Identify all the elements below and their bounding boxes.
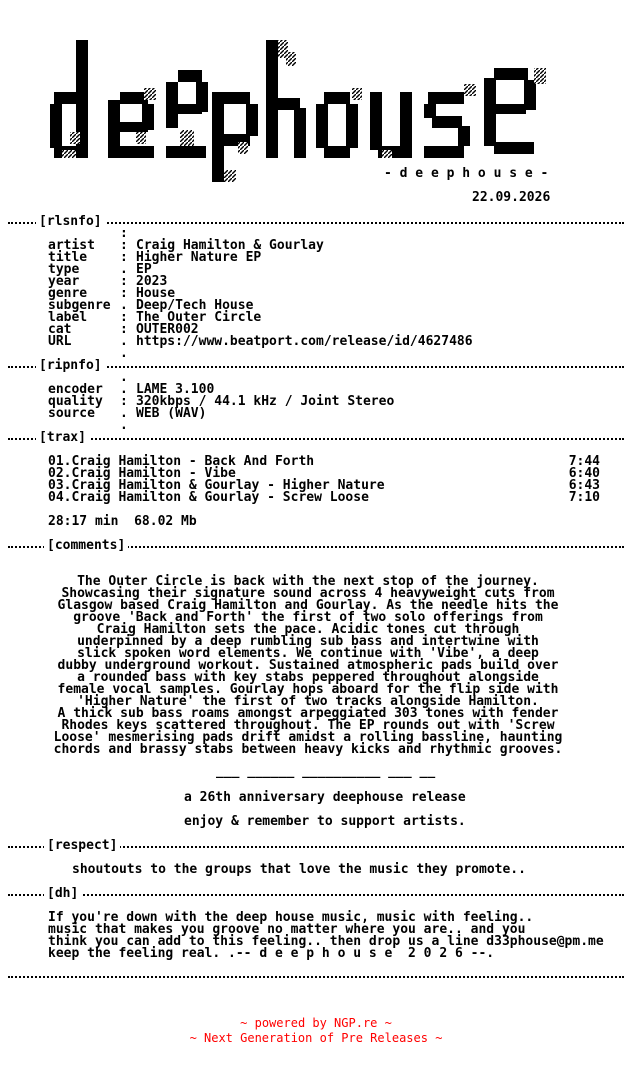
track-title: 01.Craig Hamilton - Back And Forth — [48, 454, 315, 469]
comment-line: slick spoken word elements. We continue with 'Vibe', a deep — [77, 646, 539, 661]
comment-line: chords and brassy stabs between heavy kicks and rhythmic grooves. — [53, 742, 563, 757]
comment-line: groove 'Back and Forth' the first of two solo offerings from — [73, 610, 543, 625]
rip-value: LAME 3.100 — [136, 382, 215, 397]
section-dh: [dh] — [8, 888, 624, 900]
shoutouts-text: shoutouts to the groups that love the music they promote.. — [72, 862, 526, 877]
comment-line: 'Higher Nature' the first of two tracks alongside Hamilton. — [77, 694, 539, 709]
enjoy-text: enjoy & remember to support artists. — [184, 814, 466, 829]
section-trax: [trax] — [8, 432, 624, 444]
dh-line: music that makes you groove no matter where you are.. and you — [48, 922, 526, 937]
info-value: Deep/Tech House — [136, 298, 254, 313]
rip-key: source — [48, 406, 95, 421]
info-value: EP — [136, 262, 152, 277]
track-time: 7:44 — [568, 454, 600, 469]
divider-line: ___ ______ __________ ___ __ — [216, 764, 436, 779]
dh-line: think you can add to this feeling.. then drop us a line d33phouse@pm.me — [48, 934, 604, 949]
info-value: Higher Nature EP — [136, 250, 262, 265]
section-ripnfo: [ripnfo] — [8, 360, 624, 372]
anniversary-text: a 26th anniversary deephouse release — [184, 790, 466, 805]
closing-separator — [8, 970, 624, 982]
comment-line: A thick sub bass roams amongst arpeggiated 303 tones with fender — [57, 706, 559, 721]
info-key: year — [48, 274, 80, 289]
track-title: 03.Craig Hamilton & Gourlay - Higher Nature — [48, 478, 385, 493]
comment-line: Showcasing their signature sound across 4 heavyweight cuts from — [61, 586, 555, 601]
deephouse-logo — [48, 22, 578, 182]
comment-line: Glasgow based Craig Hamilton and Gourlay. As the needle hits the — [57, 598, 559, 613]
rip-value: 320kbps / 44.1 kHz / Joint Stereo — [136, 394, 395, 409]
track-title: 02.Craig Hamilton - Vibe — [48, 466, 236, 481]
info-value: The Outer Circle — [136, 310, 262, 325]
info-key: URL — [48, 334, 72, 349]
rip-value: WEB (WAV) — [136, 406, 207, 421]
comment-line: The Outer Circle is back with the next stop of the journey. — [77, 574, 539, 589]
info-value: House — [136, 286, 176, 301]
release-date: 22.09.2026 — [472, 190, 551, 205]
dh-line: keep the feeling real. .-- d e e p h o u s e 2 0 2 6 --. — [48, 946, 495, 961]
info-value: 2023 — [136, 274, 168, 289]
track-title: 04.Craig Hamilton & Gourlay - Screw Loose — [48, 490, 369, 505]
rip-key: quality — [48, 394, 103, 409]
totals: 28:17 min 68.02 Mb — [48, 514, 197, 529]
track-time: 6:43 — [568, 478, 600, 493]
info-key: artist — [48, 238, 95, 253]
track-time: 6:40 — [568, 466, 600, 481]
comment-line: female vocal samples. Gourlay hops aboard for the flip side with — [57, 682, 559, 697]
comment-line: Craig Hamilton sets the pace. Acidic tones cut through — [96, 622, 520, 637]
info-value: Craig Hamilton & Gourlay — [136, 238, 324, 253]
footer-powered: ~ powered by NGP.re ~ — [240, 1016, 392, 1030]
info-key: title — [48, 250, 88, 265]
info-value: OUTER002 — [136, 322, 199, 337]
comment-line: a rounded bass with key stabs peppered throughout alongside — [77, 670, 539, 685]
comment-line: Rhodes keys scattered throughout. The EP rounds out with 'Screw — [61, 718, 555, 733]
comment-line: Loose' mesmerising pads drift amidst a rolling bassline, haunting — [53, 730, 563, 745]
section-rlsnfo: [rlsnfo] — [8, 216, 624, 228]
comment-line: dubby underground workout. Sustained atmospheric pads build over — [57, 658, 559, 673]
comment-line: underpinned by a deep rumbling sub bass and intertwine with — [77, 634, 539, 649]
section-comments: [comments] — [8, 540, 624, 552]
section-respect: [respect] — [8, 840, 624, 852]
info-value: https://www.beatport.com/release/id/4627486 — [136, 334, 473, 349]
header-subtitle: - d e e p h o u s e - — [384, 166, 549, 181]
track-time: 7:10 — [568, 490, 600, 505]
rip-key: encoder — [48, 382, 103, 397]
info-key: cat — [48, 322, 72, 337]
info-key: subgenre — [48, 298, 111, 313]
footer-ngp: ~ Next Generation of Pre Releases ~ — [189, 1031, 443, 1045]
info-key: type — [48, 262, 80, 277]
info-key: label — [48, 310, 88, 325]
info-key: genre — [48, 286, 88, 301]
dh-line: If you're down with the deep house music, music with feeling.. — [48, 910, 534, 925]
